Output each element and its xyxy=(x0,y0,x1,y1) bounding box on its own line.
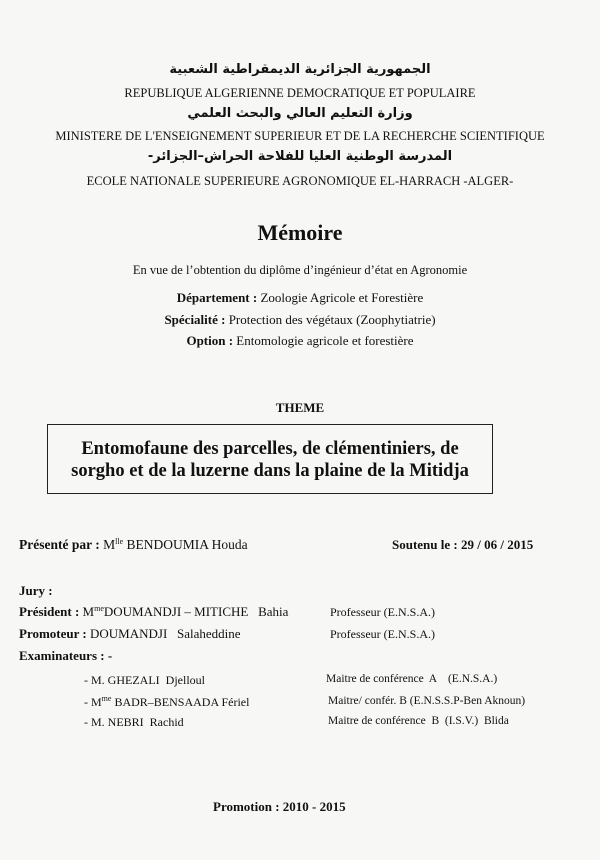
specialty-line xyxy=(0,312,600,328)
presented-label: Présenté par : xyxy=(19,537,100,552)
school-french: ECOLE NATIONALE SUPERIEURE AGRONOMIQUE EL-HARRACH -ALGER- xyxy=(86,174,514,188)
specialty-label: Spécialité : xyxy=(164,312,226,327)
theme-line-2: sorgho et de la luzerne dans la plaine de la Mitidja xyxy=(71,461,469,481)
presented-name: BENDOUMIA Houda xyxy=(126,537,248,552)
promoteur-label: Promoteur : xyxy=(19,626,87,641)
examinateur-name: NEBRI Rachid xyxy=(107,715,184,729)
examinateur-name: GHEZALI Djelloul xyxy=(107,673,205,687)
promoteur-role: Professeur (E.N.S.A.) xyxy=(330,627,435,641)
jury-label: Jury : xyxy=(19,583,53,598)
defense-date-value: 29 / 06 / 2015 xyxy=(460,537,534,552)
examinateur-role: Maitre/ confér. B (E.N.S.S.P-Ben Aknoun) xyxy=(328,695,526,707)
ministry-french: MINISTERE DE L'ENSEIGNEMENT SUPERIEUR ET DE LA RECHERCHE SCIENTIFIQUE xyxy=(55,129,545,143)
department-label: Département : xyxy=(176,290,258,305)
theme-label: THEME xyxy=(275,400,325,415)
presented-title-sup: lle xyxy=(115,537,124,546)
promoteur-line xyxy=(19,626,241,642)
option-label: Option : xyxy=(186,333,234,348)
examinateur-role: Maitre de conférence A (E.N.S.A.) xyxy=(326,673,498,685)
examinateur-name: BADR–BENSAADA Fériel xyxy=(114,695,250,709)
republic-french: REPUBLIQUE ALGERIENNE DEMOCRATIQUE ET POPULAIRE xyxy=(124,86,476,100)
republic-arabic: الجمهورية الجزائرية الديمقراطية الشعبية xyxy=(169,62,431,77)
option-value: Entomologie agricole et forestière xyxy=(236,333,414,348)
department-value: Zoologie Agricole et Forestière xyxy=(260,290,424,305)
presented-title: M xyxy=(103,537,116,552)
president-role: Professeur (E.N.S.A.) xyxy=(330,605,435,619)
examinateur-prefix: - M. xyxy=(84,673,105,687)
department-line xyxy=(0,290,600,306)
theme-line-1: Entomofaune des parcelles, de clémentiniers, de xyxy=(81,439,459,459)
option-line xyxy=(0,333,600,349)
president-title: M xyxy=(82,604,95,619)
examinateur-role: Maitre de conférence B (I.S.V.) Blida xyxy=(328,715,509,727)
document-subtitle: En vue de l’obtention du diplôme d’ingénieur d’état en Agronomie xyxy=(132,263,468,277)
presented-by xyxy=(19,537,248,553)
promotion-years: Promotion : 2010 - 2015 xyxy=(213,799,346,814)
promoteur-name: DOUMANDJI Salaheddine xyxy=(90,626,241,641)
defense-label: Soutenu le : xyxy=(392,537,458,552)
examinateur-row xyxy=(84,714,184,730)
president-line xyxy=(19,604,288,620)
examinateur-prefix: - M xyxy=(84,695,102,709)
specialty-value: Protection des végétaux (Zoophytiatrie) xyxy=(228,312,436,327)
president-title-sup: me xyxy=(94,604,104,613)
ministry-arabic: وزارة التعليم العالي والبحث العلمي xyxy=(187,106,413,121)
examinateur-row xyxy=(84,672,205,688)
examinateur-prefix: - M. xyxy=(84,715,105,729)
president-label: Président : xyxy=(19,604,80,619)
examinateurs-label: Examinateurs : - xyxy=(19,648,113,663)
president-name: DOUMANDJI – MITICHE Bahia xyxy=(103,604,289,619)
school-arabic: المدرسة الوطنية العليا للفلاحة الحراش–الجزائر- xyxy=(147,149,453,164)
defense-date xyxy=(392,537,533,553)
theme-title xyxy=(47,438,493,482)
examinateur-sup: me xyxy=(101,694,112,703)
document-title: Mémoire xyxy=(257,220,343,245)
examinateur-row xyxy=(84,694,249,710)
